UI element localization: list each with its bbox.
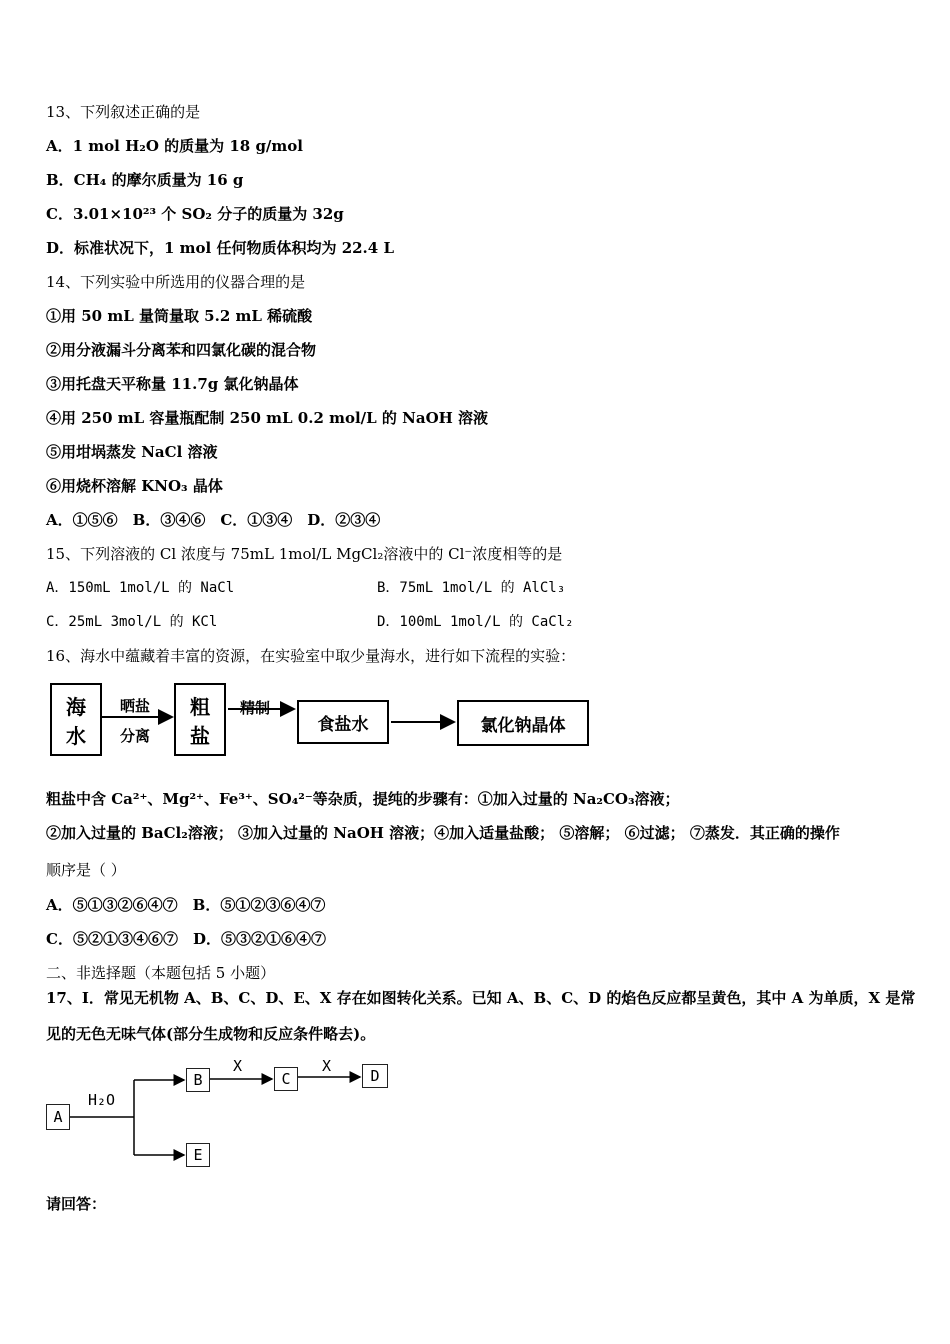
flow-box-brine-label: 食盐水 <box>317 714 369 735</box>
q17-node-b: B <box>186 1068 210 1092</box>
flow-box-crude-salt-line1: 粗 <box>190 694 210 719</box>
q14-item: ③用托盘天平称量 11.7g 氯化钠晶体 <box>46 375 299 393</box>
q14-item: ④用 250 mL 容量瓶配制 250 mL 0.2 mol/L 的 NaOH 溶液 <box>46 409 489 427</box>
q14-options: A．①⑤⑥ B．③④⑥ C．①③④ D．②③④ <box>46 511 381 529</box>
q17-node-c: C <box>274 1067 298 1091</box>
q16-options-cd: C．⑤②①③④⑥⑦ D．⑤③②①⑥④⑦ <box>46 930 326 948</box>
q17-text1: 17、I．常见无机物 A、B、C、D、E、X 存在如图转化关系。已知 A、B、C、D 的焰色反应都呈黄色，其中 A 为单质，X 是常 <box>46 989 916 1007</box>
flow-arrow2-label: 精制 <box>240 699 271 717</box>
flow-arrow1-top-label: 晒盐 <box>120 697 151 715</box>
q14-item: ②用分液漏斗分离苯和四氯化碳的混合物 <box>46 341 317 359</box>
q15-stem: 15、下列溶液的 Cl 浓度与 75mL 1mol/L MgCl₂溶液中的 Cl⁻浓度相等的是 <box>46 545 563 563</box>
q14-stem: 14、下列实验中所选用的仪器合理的是 <box>46 273 306 291</box>
q16-text1: 粗盐中含 Ca²⁺、Mg²⁺、Fe³⁺、SO₄²⁻等杂质，提纯的步骤有：①加入过量的 Na₂CO₃溶液； <box>46 790 680 808</box>
q15-option-a: A．150mL 1mol/L 的 NaCl <box>46 580 235 596</box>
q16-stem: 16、海水中蕴藏着丰富的资源，在实验室中取少量海水，进行如下流程的实验： <box>46 647 576 665</box>
q15-option-b: B．75mL 1mol/L 的 AlCl₃ <box>377 580 566 596</box>
section-2-heading: 二、非选择题（本题包括 5 小题） <box>46 964 276 982</box>
q16-options-ab: A．⑤①③②⑥④⑦ B．⑤①②③⑥④⑦ <box>46 896 326 914</box>
flow-box-seawater-line1: 海 <box>66 694 86 719</box>
q17-text2: 见的无色无味气体(部分生成物和反应条件略去)。 <box>46 1025 376 1043</box>
q16-text3: 顺序是（ ） <box>46 861 126 879</box>
q17-node-e: E <box>186 1143 210 1167</box>
q15-option-c: C．25mL 3mol/L 的 KCl <box>46 614 218 630</box>
q14-item: ①用 50 mL 量筒量取 5.2 mL 稀硫酸 <box>46 307 313 325</box>
q16-text2: ②加入过量的 BaCl₂溶液； ③加入过量的 NaOH 溶液；④加入适量盐酸； ⑤溶解； ⑥过滤； ⑦蒸发．其正确的操作 <box>46 824 840 842</box>
flow-box-crude-salt-line2: 盐 <box>190 723 210 748</box>
q17-node-a: A <box>46 1104 70 1130</box>
q17-x-label-2: X <box>322 1057 332 1075</box>
q17-h2o-label: H₂O <box>88 1091 116 1109</box>
flow-box-seawater-line2: 水 <box>66 723 86 748</box>
q14-item: ⑤用坩埚蒸发 NaCl 溶液 <box>46 443 218 461</box>
q17-answer-prompt: 请回答： <box>46 1195 107 1213</box>
q13-option-d: D．标准状况下，1 mol 任何物质体积均为 22.4 L <box>46 239 394 257</box>
q13-option-c: C．3.01×10²³ 个 SO₂ 分子的质量为 32g <box>46 205 344 223</box>
q13-stem: 13、下列叙述正确的是 <box>46 103 201 121</box>
q17-x-label-1: X <box>233 1057 243 1075</box>
q17-node-d: D <box>362 1064 388 1088</box>
q13-option-b: B．CH₄ 的摩尔质量为 16 g <box>46 171 244 189</box>
q13-option-a: A．1 mol H₂O 的质量为 18 g/mol <box>46 137 303 155</box>
flow-arrow1-bottom-label: 分离 <box>120 727 151 745</box>
q14-item: ⑥用烧杯溶解 KNO₃ 晶体 <box>46 477 223 495</box>
flow-box-nacl-crystal-label: 氯化钠晶体 <box>480 715 566 736</box>
q15-option-d: D．100mL 1mol/L 的 CaCl₂ <box>377 614 574 630</box>
